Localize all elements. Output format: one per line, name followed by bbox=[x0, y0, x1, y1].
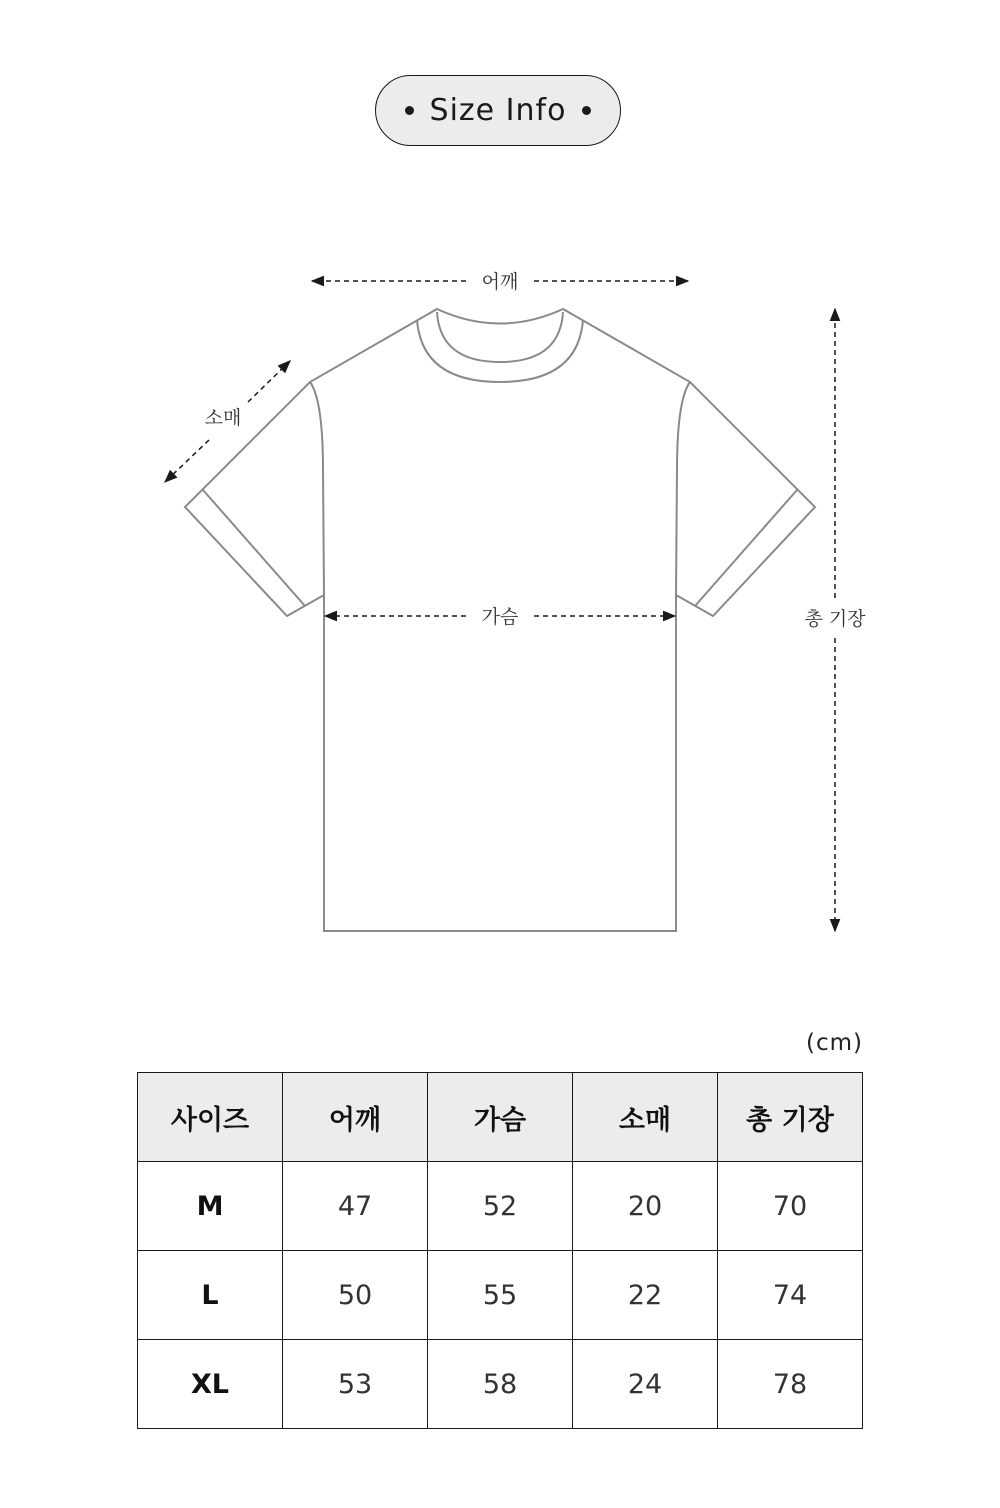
chest-cell: 52 bbox=[428, 1162, 573, 1251]
header-total-length: 총 기장 bbox=[718, 1073, 863, 1162]
table-row bbox=[138, 1340, 863, 1429]
size-table bbox=[137, 1072, 863, 1429]
sleeve-cell: 22 bbox=[573, 1251, 718, 1340]
header-size: 사이즈 bbox=[138, 1073, 283, 1162]
size-cell: L bbox=[138, 1251, 283, 1340]
header-chest: 가슴 bbox=[428, 1073, 573, 1162]
sleeve-label: 소매 bbox=[204, 407, 242, 429]
page-title: Size Info bbox=[429, 93, 567, 128]
total-length-cell: 70 bbox=[718, 1162, 863, 1251]
total-length-cell: 78 bbox=[718, 1340, 863, 1429]
total-length-cell: 74 bbox=[718, 1251, 863, 1340]
table-header-row bbox=[138, 1073, 863, 1162]
shoulder-cell: 47 bbox=[283, 1162, 428, 1251]
shoulder-cell: 50 bbox=[283, 1251, 428, 1340]
sleeve-cell: 24 bbox=[573, 1340, 718, 1429]
table-row bbox=[138, 1162, 863, 1251]
size-cell: M bbox=[138, 1162, 283, 1251]
chest-cell: 55 bbox=[428, 1251, 573, 1340]
total-length-measure bbox=[800, 309, 870, 931]
total-length-label: 총 기장 bbox=[804, 608, 866, 630]
chest-label: 가슴 bbox=[481, 606, 519, 628]
header-sleeve: 소매 bbox=[573, 1073, 718, 1162]
sleeve-cell: 20 bbox=[573, 1162, 718, 1251]
shoulder-label: 어깨 bbox=[481, 271, 519, 293]
table-row bbox=[138, 1251, 863, 1340]
chest-cell: 58 bbox=[428, 1340, 573, 1429]
shoulder-measure bbox=[312, 271, 688, 293]
shoulder-cell: 53 bbox=[283, 1340, 428, 1429]
unit-label: (cm) bbox=[806, 1030, 863, 1056]
header-shoulder: 어깨 bbox=[283, 1073, 428, 1162]
size-cell: XL bbox=[138, 1340, 283, 1429]
